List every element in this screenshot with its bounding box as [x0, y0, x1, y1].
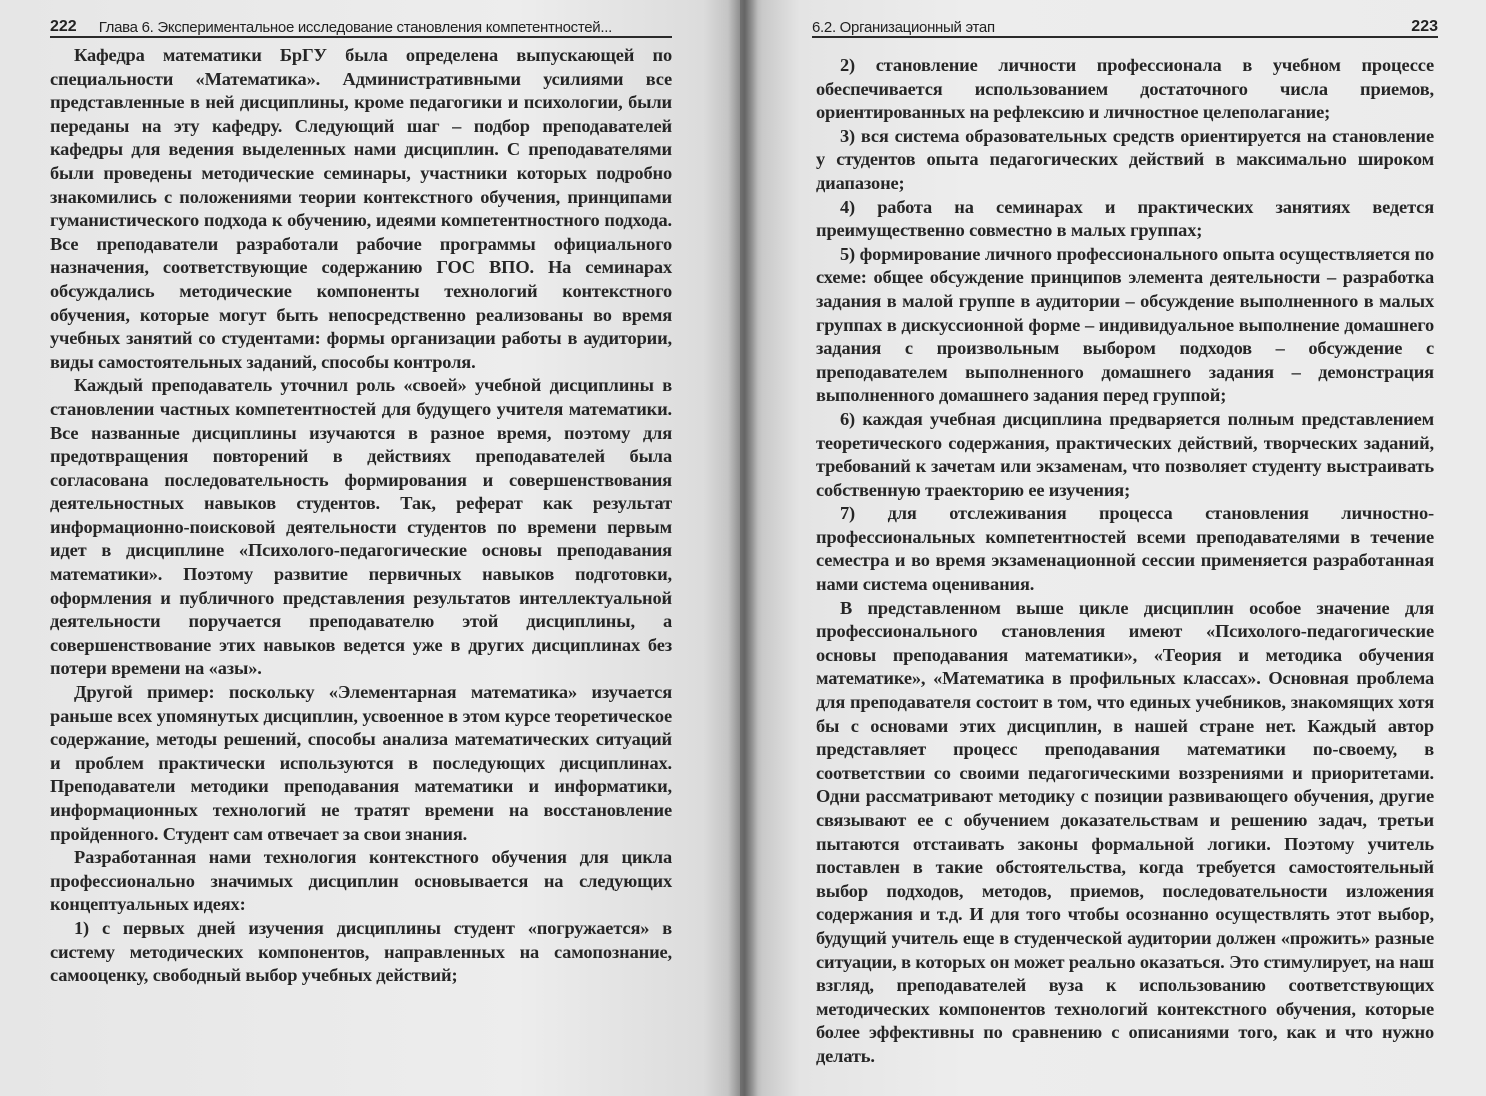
- paragraph: Другой пример: поскольку «Элементарная математика» изучается раньше всех упомянутых дисциплин, усвоенное в этом курсе теоретическое содержание, методы решений, способы анализа математических ситуаций и проблем практически используются в последующих дисциплинах. Преподаватели методики преподавания математики и информатики, информационных технологий не тратят времени на восстановление пройденного. Студент сам отвечает за свои знания.: [50, 682, 672, 844]
- paragraph: 7) для отслеживания процесса становления личностно-профессиональных компетентностей всеми преподавателями в течение семестра и во время экзаменационной сессии применяется разработанная нами система оценивания.: [816, 503, 1434, 595]
- left-page: [0, 0, 740, 1096]
- paragraph: 3) вся система образовательных средств ориентируется на становление у студентов опыта педагогических действий в максимально широком диапазоне;: [816, 125, 1434, 193]
- left-running-head: Глава 6. Экспериментальное исследование становления компетентностей...: [98, 19, 612, 36]
- paragraph: Разработанная нами технология контекстного обучения для цикла профессионально значимых дисциплин основывается на следующих концептуальных идеях:: [50, 847, 672, 915]
- left-page-header: [50, 10, 672, 38]
- paragraph: 2) становление личности профессионала в учебном процессе обеспечивается использованием достаточного числа приемов, ориентированных на рефлексию и личностное целеполагание;: [816, 55, 1434, 123]
- paragraph: В представленном выше цикле дисциплин особое значение для профессионального становления имеют «Психолого-педагогические основы преподавания математики», «Теория и методика обучения математике», «Математика в профильных классах». Основная проблема для преподавателя состоит в том, что единых учебников, знакомящих хотя бы с основами этих дисциплин, в нашей стране нет. Каждый автор представляет процесс преподавания математики по-своему, в соответствии со своими педагогическими воззрениями и приоритетами. Одни рассматривают методику с позиции развивающего обучения, другие связывают ее с обучением доказательствам и решению задач, третьи пытаются отстаивать законы формальной логики. Поэтому учитель поставлен в такие обстоятельства, когда требуется самостоятельный выбор подходов, методов, приемов, последовательности изложения содержания и т.д. И для того чтобы осознанно осуществлять этот выбор, будущий учитель еще в студенческой аудитории должен «прожить» разные ситуации, в которых он может реально оказаться. Это стимулирует, на наш взгляд, преподавателей вуза к использованию соответствующих методических компонентов технологий контекстного обучения, которые более эффективны по сравнению с описаниями того, как и что нужно делать.: [816, 597, 1434, 1066]
- paragraph: 4) работа на семинарах и практических занятиях ведется преимущественно совместно в малых группах;: [816, 196, 1434, 241]
- paragraph: 5) формирование личного профессионального опыта осуществляется по схеме: общее обсуждение принципов элемента деятельности – разработка задания в малой группе в аудитории – обсуждение выполненного в малых группах в дискуссионной форме – индивидуальное выполнение домашнего задания с произвольным выбором подходов – обсуждение с преподавателем выполненного домашнего задания – демонстрация выполненного домашнего задания перед группой;: [816, 243, 1434, 406]
- left-page-number: 222: [50, 18, 77, 35]
- right-running-head: 6.2. Организационный этап: [812, 19, 995, 36]
- paragraph: 1) с первых дней изучения дисциплины студент «погружается» в систему методических компонентов, направленных на самопознание, самооценку, свободный выбор учебных действий;: [50, 917, 672, 986]
- paragraph: 6) каждая учебная дисциплина предваряется полным представлением теоретического содержания, практических действий, творческих заданий, требований к зачетам или экзаменам, что позволяет студенту выстраивать собственную траекторию ее изучения;: [816, 408, 1434, 500]
- right-page-number: 223: [1411, 18, 1438, 35]
- paragraph: Каждый преподаватель уточнил роль «своей» учебной дисциплины в становлении частных компетентностей для будущего учителя математики. Все названные дисциплины изучаются в разное время, поэтому для предотвращения повторений в действиях преподавателей была согласована последовательность формирования и совершенствования деятельностных навыков студентов. Так, реферат как результат информационно-поисковой деятельности студентов по времени первым идет в дисциплине «Психолого-педагогические основы преподавания математики». Поэтому развитие первичных навыков подготовки, оформления и публичного представления результатов интеллектуальной деятельности поручается преподавателю этой дисциплины, а совершенствование этих навыков ведется уже в других дисциплинах без потери времени на «азы».: [50, 375, 672, 679]
- right-page: [740, 0, 1486, 1096]
- paragraph: Кафедра математики БрГУ была определена выпускающей по специальности «Математика». Административными усилиями все представленные в ней дисциплины, кроме педагогики и психологии, были переданы на эту кафедру. Следующий шаг – подбор преподавателей кафедры для ведения выделенных нами дисциплин. С преподавателями были проведены методические семинары, участники которых подробно знакомились с положениями теории контекстного обучения, принципами гуманистического подхода к обучению, идеями компетентностного подхода. Все преподаватели разработали рабочие программы официального назначения, соответствующие содержанию ГОС ВПО. На семинарах обсуждались методические компоненты технологий контекстного обучения, которые могут быть непосредственно реализованы во время учебных занятий со студентами: формы организации работы в аудитории, виды самостоятельных заданий, способы контроля.: [50, 45, 672, 372]
- right-page-body: [816, 54, 1434, 1069]
- right-page-header: [812, 10, 1438, 38]
- left-page-body: [50, 44, 672, 988]
